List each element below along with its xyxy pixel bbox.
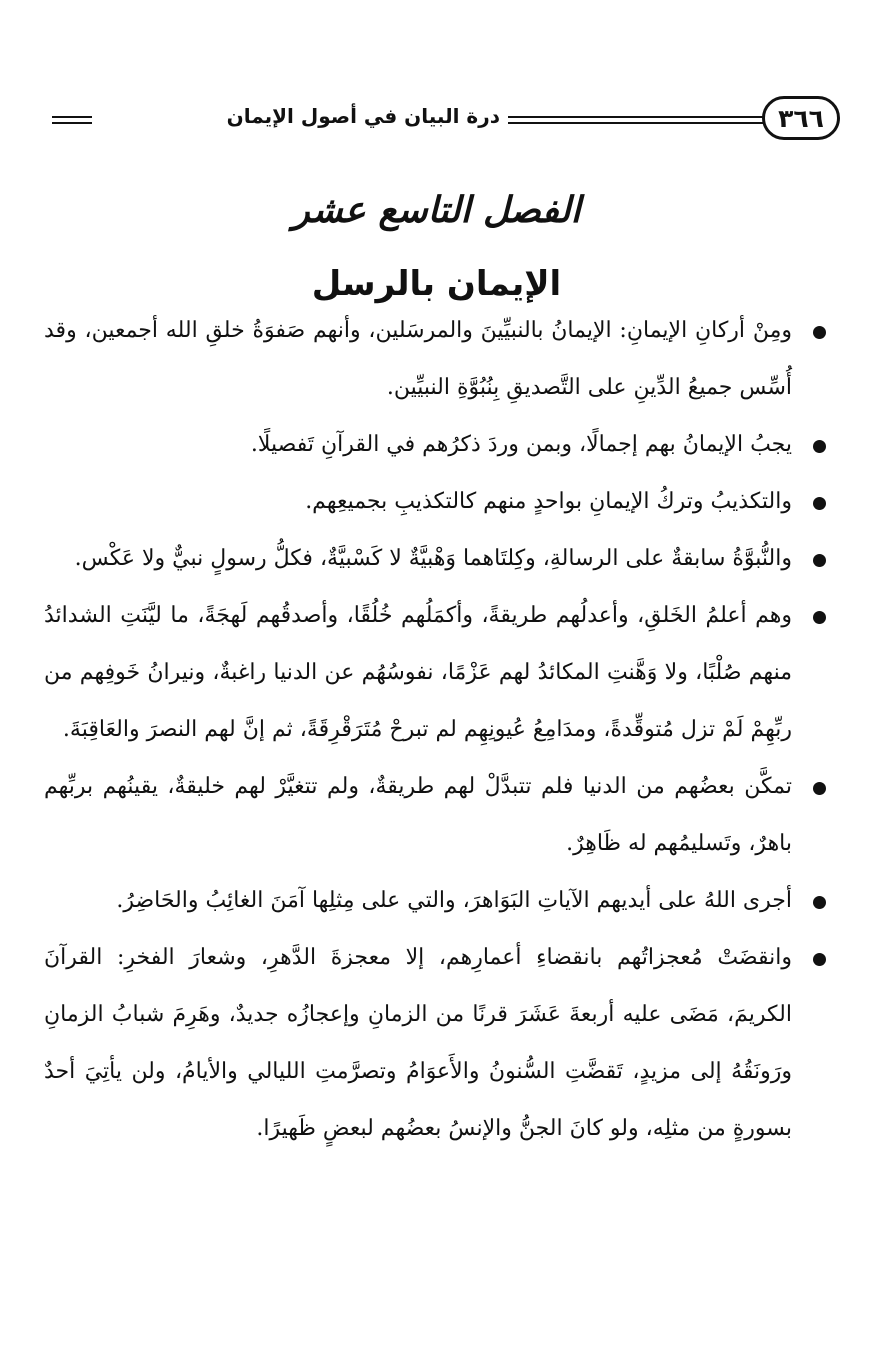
paragraph-text: وهم أعلمُ الخَلقِ، وأعدلُهم طريقةً، وأكمَلُهم خُلُقًا، وأصدقُهم لَهجَةً، ما ليَّنَتِ الشدائدُ منهم صُلْبًا، ولا وَهَّنتِ المكائدُ لهم عَزْمًا، نفوسُهُم عن الدنيا راغبةٌ، ونيرانُ خَوفِهم من ربِّهِمْ لَمْ تزل مُتوقِّدةً، ومدَامِعُ عُيونِهِم لم تبرحْ مُتَرَقْرِقَةً، ثم إنَّ لهم النصرَ والعَاقِبَةَ. bbox=[44, 603, 792, 742]
bullet-icon bbox=[813, 896, 826, 909]
paragraph-text: يجبُ الإيمانُ بهم إجمالًا، وبمن وردَ ذكرُهم في القرآنِ تَفصيلًا. bbox=[250, 432, 792, 457]
bullet-icon bbox=[813, 326, 826, 339]
chapter-heading: الفصل التاسع عشر bbox=[292, 189, 581, 232]
header-rule bbox=[508, 116, 764, 124]
paragraph-text: والتكذيبُ وتركُ الإيمانِ بواحدٍ منهم كالتكذيبِ بجميعِهم. bbox=[305, 489, 792, 514]
bullet-icon bbox=[813, 440, 826, 453]
bullet-icon bbox=[813, 953, 826, 966]
page-content bbox=[44, 302, 830, 1157]
bullet-icon bbox=[813, 611, 826, 624]
bullet-paragraph bbox=[44, 302, 830, 416]
bullet-paragraph bbox=[44, 416, 830, 473]
bullet-paragraph bbox=[44, 872, 830, 929]
bullet-paragraph bbox=[44, 929, 830, 1157]
section-title: الإيمان بالرسل bbox=[311, 264, 562, 305]
bullet-paragraph bbox=[44, 587, 830, 758]
bullet-icon bbox=[813, 497, 826, 510]
page-header bbox=[40, 96, 840, 144]
paragraph-text: أجرى اللهُ على أيديهم الآياتِ البَوَاهرَ، والتي على مِثلِها آمَنَ الغائِبُ والحَاضِرُ. bbox=[116, 888, 792, 913]
paragraph-text: تمكَّن بعضُهم من الدنيا فلم تتبدَّلْ لهم طريقةٌ، ولم تتغيَّرْ لهم خليقةٌ، يقينُهم بربِّهم باهرٌ، وتَسليمُهم له ظَاهِرٌ. bbox=[44, 774, 792, 856]
paragraph-text: ومِنْ أركانِ الإيمانِ: الإيمانُ بالنبيِّينَ والمرسَلين، وأنهم صَفوَةُ خلقِ الله أجمعين، وقد أُسِّس جميعُ الدِّينِ على التَّصديقِ بِنُبُوَّةِ النبيِّين. bbox=[44, 318, 792, 400]
header-rule-end bbox=[52, 116, 92, 124]
bullet-icon bbox=[813, 782, 826, 795]
bullet-paragraph bbox=[44, 758, 830, 872]
page-number: ٣٦٦ bbox=[762, 96, 840, 140]
bullet-icon bbox=[813, 554, 826, 567]
paragraph-text: وانقضَتْ مُعجزاتُهم بانقضاءِ أعمارِهم، إلا معجزةَ الدَّهرِ، وشعارَ الفخرِ: القرآنَ الكريمَ، مَضَى عليه أربعةَ عَشَرَ قرنًا من الزمانِ وإعجازُه جديدٌ، وهَرِمَ شبابُ الزمانِ ورَونَقُهُ إلى مزيدٍ، تَقضَّتِ السُّنونُ والأَعوَامُ وتصرَّمتِ الليالي والأيامُ، ولن يأتِيَ أحدٌ بسورةٍ من مثلِه، ولو كانَ الجنُّ والإنسُ بعضُهم لبعضٍ ظَهيرًا. bbox=[44, 945, 792, 1141]
running-title: درة البيان في أصول الإيمان bbox=[226, 104, 500, 128]
bullet-paragraph bbox=[44, 473, 830, 530]
bullet-paragraph bbox=[44, 530, 830, 587]
paragraph-text: والنُّبوَّةُ سابقةٌ على الرسالةِ، وكِلتَاهما وَهْبيَّةٌ لا كَسْبيَّةٌ، فكلُّ رسولٍ نبيٌّ ولا عَكْس. bbox=[74, 546, 792, 571]
